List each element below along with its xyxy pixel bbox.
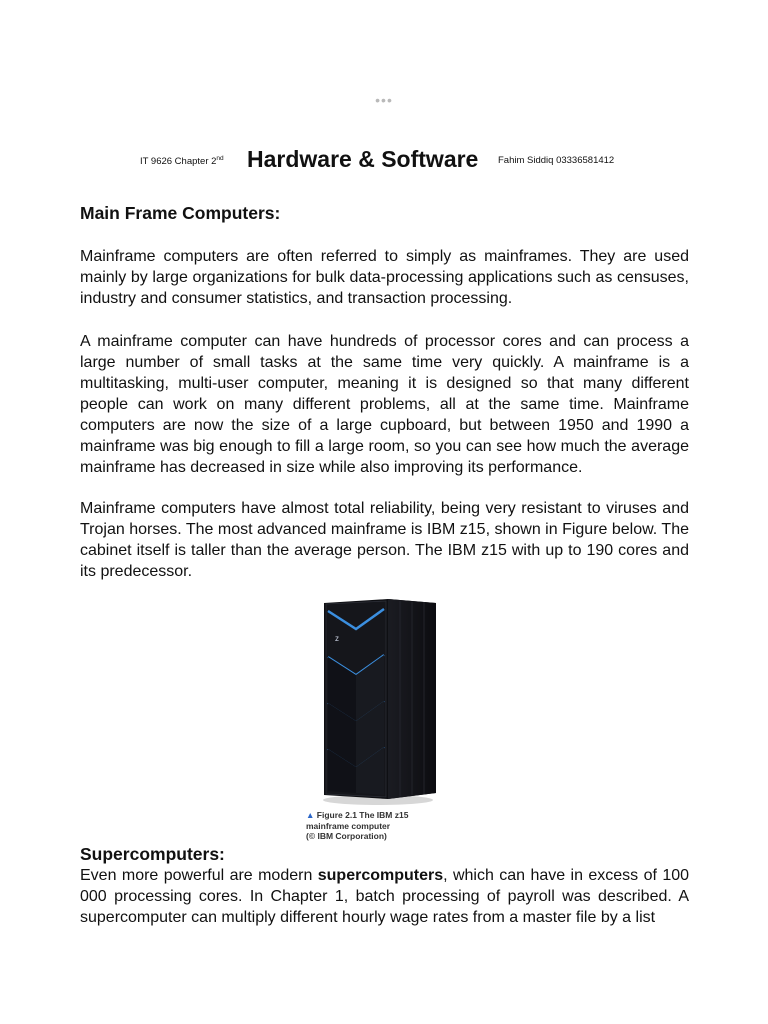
cabinet-logo: z [335,634,339,643]
paragraph-mainframe-cores: A mainframe computer can have hundreds of processor cores and can process a large number of small tasks at the same time very quickly. A mainframe is a multitasking, multi-user computer, meaning it is designed so that many different people can work on many different problems, all at the same time. Mainframe computers are now the size of a large cupboard, but between 1950 and 1990 a mainframe was big enough to fill a large room, so you can see how much the average mainframe has decreased in size while also improving its performance. [80,333,689,476]
page-marker: ••• [375,92,393,108]
section-heading-mainframe: Main Frame Computers: [80,203,281,223]
paragraph-mainframe-intro: Mainframe computers are often referred to simply as mainframes. They are used mainly by large organizations for bulk data-processing applications such as censuses, industry and consumer statistics, and transaction processing. [80,248,689,307]
page-header [0,146,768,176]
figure-caption: ▲ Figure 2.1 The IBM z15 mainframe computer (© IBM Corporation) [306,810,409,841]
header-course-code: IT 9626 Chapter 2nd [140,155,224,168]
paragraph-supercomputers: Even more powerful are modern supercomputers, which can have in excess of 100 000 processing cores. In Chapter 1, batch processing of payroll was described. A supercomputer can multiply different hourly wage rates from a master file by a list [80,867,690,926]
section-heading-supercomputers: Supercomputers: [80,844,225,864]
header-title: Hardware & Software [247,146,479,172]
ibm-z15-image [318,597,438,807]
triangle-icon: ▲ [306,810,315,820]
header-author: Fahim Siddiq 03336581412 [498,155,615,166]
paragraph-mainframe-reliability: Mainframe computers have almost total reliability, being very resistant to viruses and Trojan horses. The most advanced mainframe is IBM z15, shown in Figure below. The cabinet itself is taller than the average person. The IBM z15 with up to 190 cores and its predecessor. [80,500,689,580]
